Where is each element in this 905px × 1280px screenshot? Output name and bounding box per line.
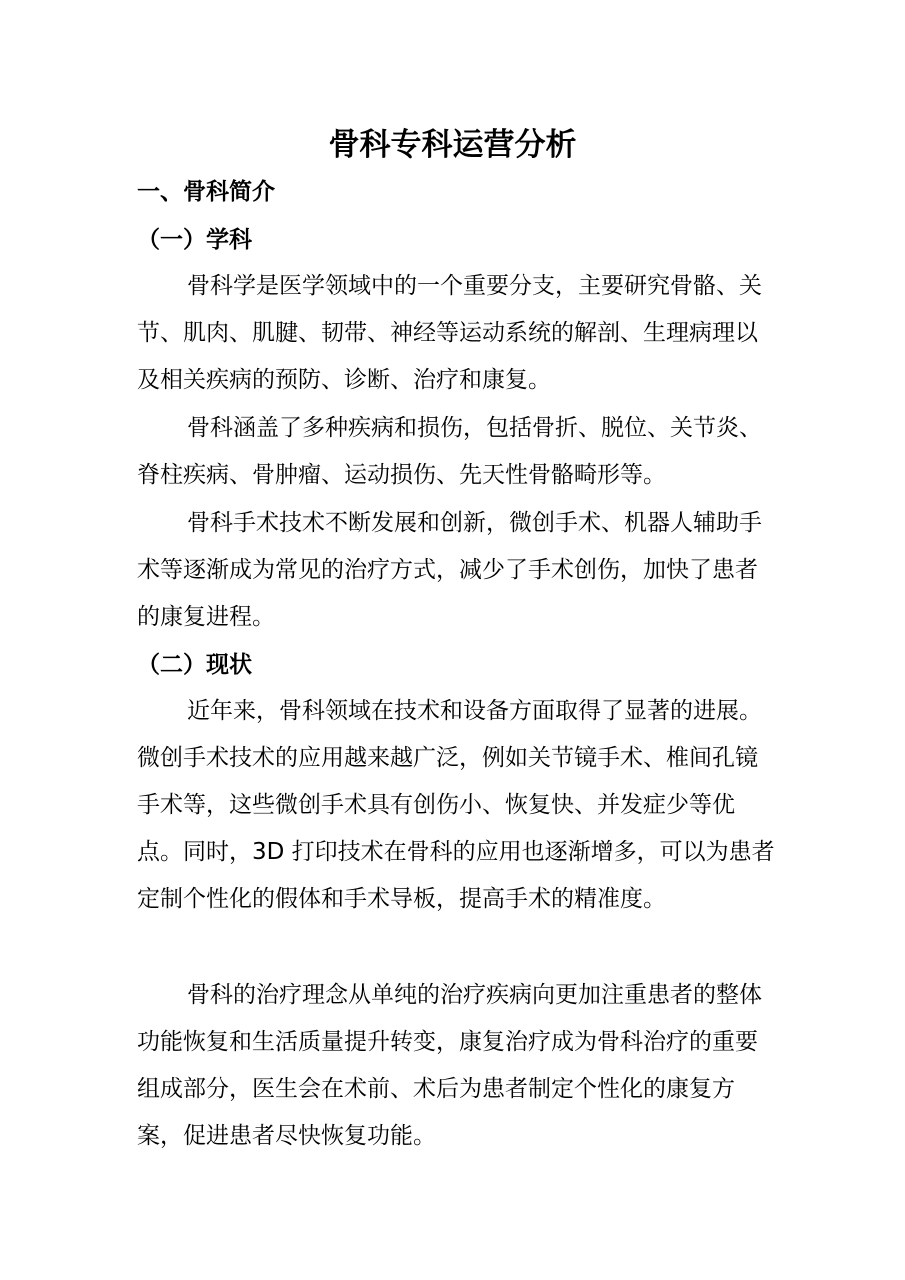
page-title: 骨科专科运营分析 <box>328 127 577 163</box>
section-heading-intro: 一、骨科简介 <box>137 179 275 205</box>
paragraph-discipline-3: 骨科手术技术不断发展和创新，微创手术、机器人辅助手术等逐渐成为常见的治疗方式，减少了手术创伤，加快了患者的康复进程。 <box>137 510 762 630</box>
paragraph-discipline-1: 骨科学是医学领域中的一个重要分支，主要研究骨骼、关节、肌肉、肌腱、韧带、神经等运动系统的解剖、生理病理以及相关疾病的预防、诊断、治疗和康复。 <box>137 273 762 393</box>
paragraph-discipline-2: 骨科涵盖了多种疾病和损伤，包括骨折、脱位、关节炎、脊柱疾病、骨肿瘤、运动损伤、先天性骨骼畸形等。 <box>137 415 762 488</box>
paragraph-status-1: 近年来，骨科领域在技术和设备方面取得了显著的进展。微创手术技术的应用越来越广泛，例如关节镜手术、椎间孔镜手术等，这些微创手术具有创伤小、恢复快、并发症少等优点。同时，3D 打印技术在骨科的应用也逐渐增多，可以为患者定制个性化的假体和手术导板，提高手术的精准度。 <box>137 698 775 912</box>
subsection-heading-status: （二）现状 <box>137 652 252 678</box>
subsection-heading-discipline: （一）学科 <box>137 227 252 253</box>
paragraph-status-2: 骨科的治疗理念从单纯的治疗疾病向更加注重患者的整体功能恢复和生活质量提升转变，康复治疗成为骨科治疗的重要组成部分，医生会在术前、术后为患者制定个性化的康复方案，促进患者尽快恢复功能。 <box>137 982 762 1149</box>
